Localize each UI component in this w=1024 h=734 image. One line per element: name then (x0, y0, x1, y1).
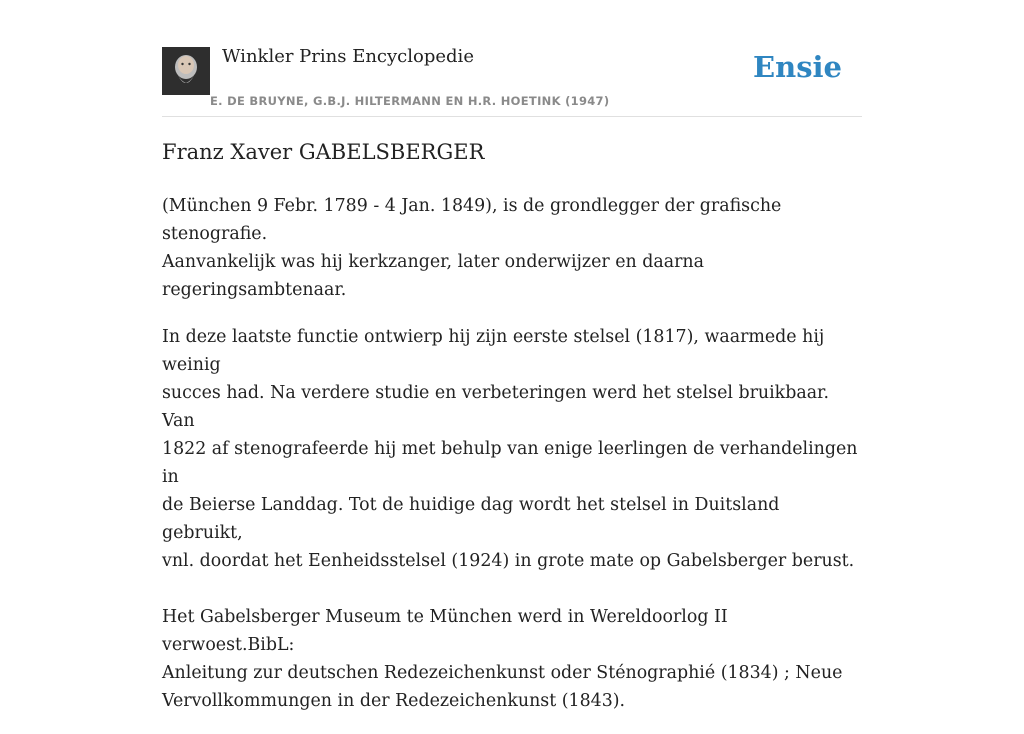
article-paragraph: In deze laatste functie ontwierp hij zijn eerste stelsel (1817), waarmede hij weinig succes had. Na verdere studie en verbeteringen werd het stelsel bruikbaar. Van 1822 af stenografeerde hij met behulp van enige leerlingen de verhandelingen in de Beierse Landdag. Tot de huidige dag wordt het stelsel in Duitsland gebruikt, vnl. doordat het Eenheidsstelsel (1924) in grote mate op Gabelsberger berust. Het Gabelsberger Museum te München werd in Wereldoorlog II verwoest.BibL: Anleitung zur deutschen Redezeichenkunst oder Sténographié (1834) ; Neue Vervollkommungen in der Redezeichenkunst (1843). (162, 327, 858, 711)
article-title: Franz Xaver GABELSBERGER (162, 140, 485, 164)
article-paragraph: (München 9 Febr. 1789 - 4 Jan. 1849), is de grondlegger der grafische stenografie. Aanvankelijk was hij kerkzanger, later onderwijzer en daarna regeringsambtenaar. (162, 196, 782, 300)
article-body (162, 192, 862, 734)
header (162, 0, 862, 117)
authors-line: E. DE BRUYNE, G.B.J. HILTERMANN EN H.R. HOETINK (1947) (210, 94, 610, 108)
portrait-avatar[interactable] (162, 47, 210, 95)
ensie-logo[interactable]: Ensie (753, 50, 842, 84)
site-title[interactable]: Winkler Prins Encyclopedie (222, 46, 474, 67)
portrait-icon (162, 47, 210, 95)
page (162, 0, 862, 711)
